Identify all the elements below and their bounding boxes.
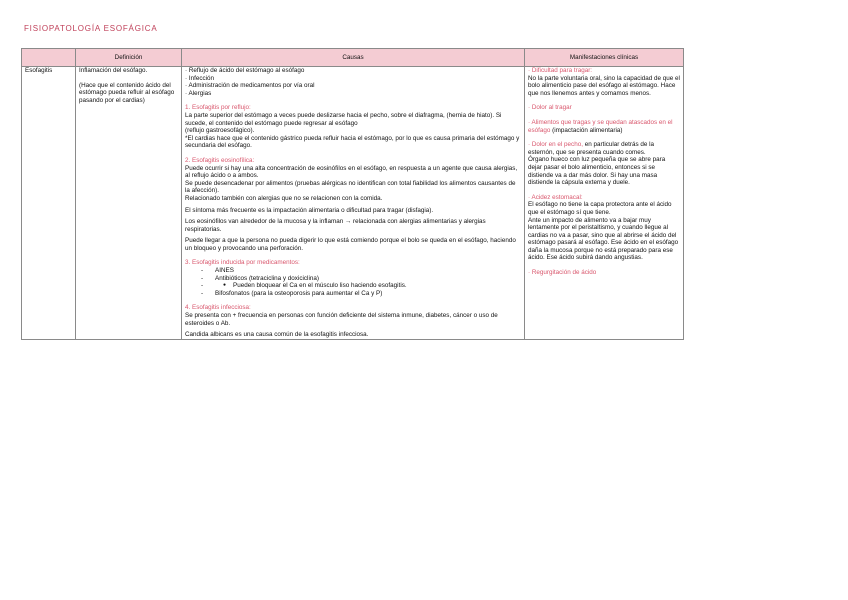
manif-impaction-title: · Alimentos que tragas y se quedan atascados en el esófago: [528, 118, 673, 134]
section-reflux-p2: (reflujo gastroesofágico).: [185, 127, 255, 135]
list-item: - Bifosfonatos (para la osteoporosis para aumentar el Ca y P): [215, 290, 521, 298]
manif-heartburn-text-2: Ante un impacto de alimento va a bajar muy lentamente por el peristaltismo, y cuando llegue al cardias no va a pasar, sino que al abrirse el ácido del estómago pasará al esófago. Ese ácido en el esófago daña la mucosa porque no está preparado para ese ácido. Ese ácido subirá dando angustias.: [528, 216, 679, 262]
cause-intro-4: · Alergias: [185, 89, 212, 97]
cause-intro-2: · Infección: [185, 74, 215, 82]
section-infectious-title: 4. Esofagitis infecciosa:: [185, 304, 251, 312]
section-reflux-title: 1. Esofagitis por reflujo:: [185, 104, 251, 112]
manif-dysphagia-text: No la parte voluntaria oral, sino la capacidad de que el bolo alimenticio pase del esófago al estómago. Hace que nos llenemos antes y comamos menos.: [528, 74, 680, 97]
section-infectious-p2: Candida albicans es una causa común de la esofagitis infecciosa.: [185, 331, 369, 339]
section-eosinophilic-title: 2. Esofagitis eosinofílica:: [185, 156, 255, 164]
header-causes: Causas: [182, 49, 525, 67]
header-empty: [22, 49, 76, 67]
manif-regurgitation-title: · Regurgitación de ácido: [528, 269, 597, 277]
table-header-row: [22, 49, 684, 67]
section-eosinophilic-p5: Los eosinófilos van alrededor de la mucosa y la inflaman → relacionada con alergias alimentarias y alergias respiratorias.: [185, 218, 486, 233]
section-eosinophilic-p4: El síntoma más frecuente es la impactación alimentaria o dificultad para tragar (disfagia).: [185, 206, 434, 214]
section-reflux-p1: La parte superior del estómago a veces puede deslizarse hacia el pecho, sobre el diafragma, (hernia de hiato). Si sucede, el contenido del estómago puede regresar al esófago: [185, 111, 502, 127]
section-reflux-p3: *El cardias hace que el contenido gástrico pueda refluir hacia el estómago, por lo que es causa primaria del estómago y secundaria del esófago.: [185, 134, 520, 150]
section-eosinophilic-p3: Relacionado también con alergias que no se relacionen con la comida.: [185, 194, 383, 202]
document-title: FISIOPATOLOGÍA ESOFÁGICA: [24, 24, 158, 33]
drug-list: [185, 267, 521, 297]
list-item-nested: [215, 282, 521, 290]
definition-cell: [76, 67, 182, 340]
manif-chest-pain: [528, 141, 680, 156]
definition-text: Inflamación del esófago.: [79, 67, 148, 74]
list-item: - Antibióticos (tetraciclina y doxiciclina): [215, 275, 521, 283]
sub-list-item: ● - Pueden bloquear el Ca en el músculo liso haciendo esofagitis.: [233, 282, 521, 290]
causes-cell: [182, 67, 525, 340]
section-infectious-p1: Se presenta con + frecuencia en personas con función deficiente del sistema inmune, diabetes, cáncer o uso de esteroides o Ab.: [185, 312, 498, 327]
section-eosinophilic-p2: Se puede desencadenar por alimentos (pruebas alérgicas no identifican con total fiabilidad los alimentos causantes de la afección).: [185, 179, 516, 195]
list-item: - AINES: [215, 267, 521, 275]
manif-heartburn-text-1: El esófago no tiene la capa protectora ante el ácido que el estómago sí que tiene.: [528, 201, 672, 216]
cause-intro-3: · Administración de medicamentos por vía oral: [185, 82, 315, 90]
manif-chest-pain-tail: en particular detrás de la esternón, que se presenta cuando comes.: [528, 141, 655, 156]
manif-chest-pain-text: Órgano hueco con luz pequeña que se abre para dejar pasar el bolo alimenticio, entonces si se distiende va a dar más dolor. Si hay una masa distiende la cápsula externa y duele.: [528, 156, 666, 187]
entity-name: Esofagitis: [25, 67, 53, 74]
esophageal-pathophysiology-table: [21, 48, 684, 340]
manif-impaction-tail: (impactación alimentaria): [550, 126, 623, 134]
header-manifestations: Manifestaciones clínicas: [525, 49, 684, 67]
section-eosinophilic-p1: Puede ocurrir si hay una alta concentración de eosinófilos en el esófago, en respuesta a un agente que causa alergias, al reflujo ácido o a ambos.: [185, 164, 518, 180]
definition-note: (Hace que el contenido ácido del estómago pueda refluir al esófago pasando por el cardias): [79, 81, 175, 104]
section-drug-induced-title: 3. Esofagitis inducida por medicamentos:: [185, 259, 300, 267]
manif-dysphagia-title: · Dificultad para tragar:: [528, 67, 593, 74]
manifestations-cell: [525, 67, 684, 340]
section-eosinophilic-p6: Puede llegar a que la persona no pueda digerir lo que está comiendo porque el bolo se queda en el esófago, haciendo un bloqueo y provocando una perforación.: [185, 237, 516, 252]
entity-cell: [22, 67, 76, 340]
manif-odynophagia-title: · Dolor al tragar: [528, 104, 572, 112]
table-row-esofagitis: [22, 67, 684, 340]
manif-chest-pain-title: · Dolor en el pecho,: [528, 141, 583, 149]
header-definition: Definición: [76, 49, 182, 67]
manif-heartburn-title: · Acidez estomacal:: [528, 193, 583, 201]
manif-impaction: [528, 119, 680, 134]
cause-intro-1: · Reflujo de ácido del estómago al esófago: [185, 67, 305, 74]
